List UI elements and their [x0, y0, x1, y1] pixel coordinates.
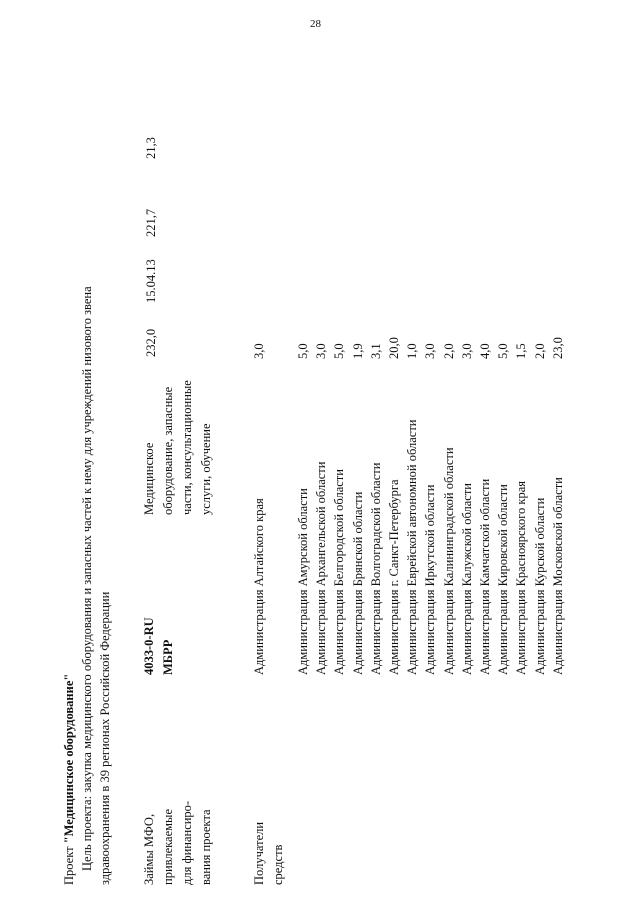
recipient-amount: 1,5 — [514, 343, 529, 359]
loan-code-line: 4033-0-RU — [142, 617, 156, 675]
loan-date: 15.04.13 — [144, 259, 158, 303]
recipients-label — [250, 822, 288, 885]
loan-purpose-line: Медицинское — [142, 442, 156, 515]
loan-code — [140, 617, 178, 675]
recipients-label-line: средств — [271, 844, 285, 885]
recipient-amount: 3,0 — [459, 343, 474, 359]
loan-label — [140, 801, 216, 885]
loan-label-line: вания проекта — [199, 809, 213, 885]
recipient-name: Администрация Белгородской области — [332, 469, 347, 675]
recipient-amount: 20,0 — [387, 337, 401, 359]
recipients-label-line: Получатели — [252, 821, 266, 885]
loan-purpose-line: услуги, обучение — [199, 423, 213, 515]
loan-purpose — [140, 380, 216, 515]
loan-label-line: Займы МФО, — [142, 813, 156, 885]
project-goal-line2: здравоохранения в 39 регионах Российской Федерации — [98, 591, 112, 885]
recipient-first-amount: 3,0 — [252, 343, 266, 359]
recipient-name: Администрация Кировской области — [496, 484, 511, 675]
loan-label-line: привлекаемые — [161, 809, 175, 885]
loan-value3: 21,3 — [144, 137, 158, 159]
recipient-name: Администрация Камчатской области — [478, 478, 492, 675]
loan-purpose-line: части, консультационные — [180, 380, 194, 515]
recipient-amount: 1,0 — [405, 343, 420, 359]
recipient-amount: 5,0 — [496, 343, 511, 359]
recipient-amount: 5,0 — [332, 343, 347, 359]
project-title — [60, 674, 78, 885]
loan-label-line: для финансиро- — [180, 800, 194, 885]
recipient-name: Администрация Иркутской области — [423, 484, 438, 675]
recipient-name: Администрация Волгоградской области — [368, 462, 383, 675]
project-name: "Медицинское оборудование" — [62, 673, 76, 844]
project-label: Проект — [62, 846, 76, 885]
recipient-name: Администрация Курской области — [532, 497, 547, 675]
recipient-name: Администрация Еврейской автономной области — [405, 419, 420, 675]
recipient-amount: 3,1 — [368, 343, 383, 359]
recipient-name: Администрация г. Санкт-Петербурга — [387, 479, 401, 675]
recipient-name: Администрация Калининградской области — [441, 447, 456, 675]
recipient-amount: 3,0 — [314, 343, 329, 359]
page-number: 28 — [310, 18, 321, 30]
loan-code-line: МБРР — [161, 639, 175, 675]
recipient-name: Администрация Амурской области — [296, 488, 310, 675]
recipient-amount: 5,0 — [296, 343, 310, 359]
recipient-amount: 2,0 — [441, 343, 456, 359]
recipient-amount: 23,0 — [550, 337, 565, 359]
recipient-amount: 2,0 — [532, 343, 547, 359]
rotated-content — [60, 45, 600, 885]
recipient-name: Администрация Архангельской области — [314, 461, 329, 675]
project-goal-line1: Цель проекта: закупка медицинского оборудования и запасных частей к нему для учреждений низового звена — [80, 286, 94, 871]
recipient-name: Администрация Московской области — [550, 477, 565, 675]
loan-purpose-line: оборудование, запасные — [161, 386, 175, 515]
recipient-amount: 4,0 — [478, 343, 492, 359]
loan-amount: 232,0 — [144, 328, 158, 357]
recipient-name: Администрация Брянской области — [350, 491, 365, 675]
recipient-first-name: Администрация Алтайского края — [252, 498, 266, 675]
recipient-amount: 1,9 — [350, 343, 365, 359]
recipient-amount: 3,0 — [423, 343, 438, 359]
recipient-name: Администрация Калужской области — [459, 483, 474, 675]
loan-value2: 221,7 — [144, 208, 158, 237]
recipient-name: Администрация Красноярского края — [514, 480, 529, 675]
